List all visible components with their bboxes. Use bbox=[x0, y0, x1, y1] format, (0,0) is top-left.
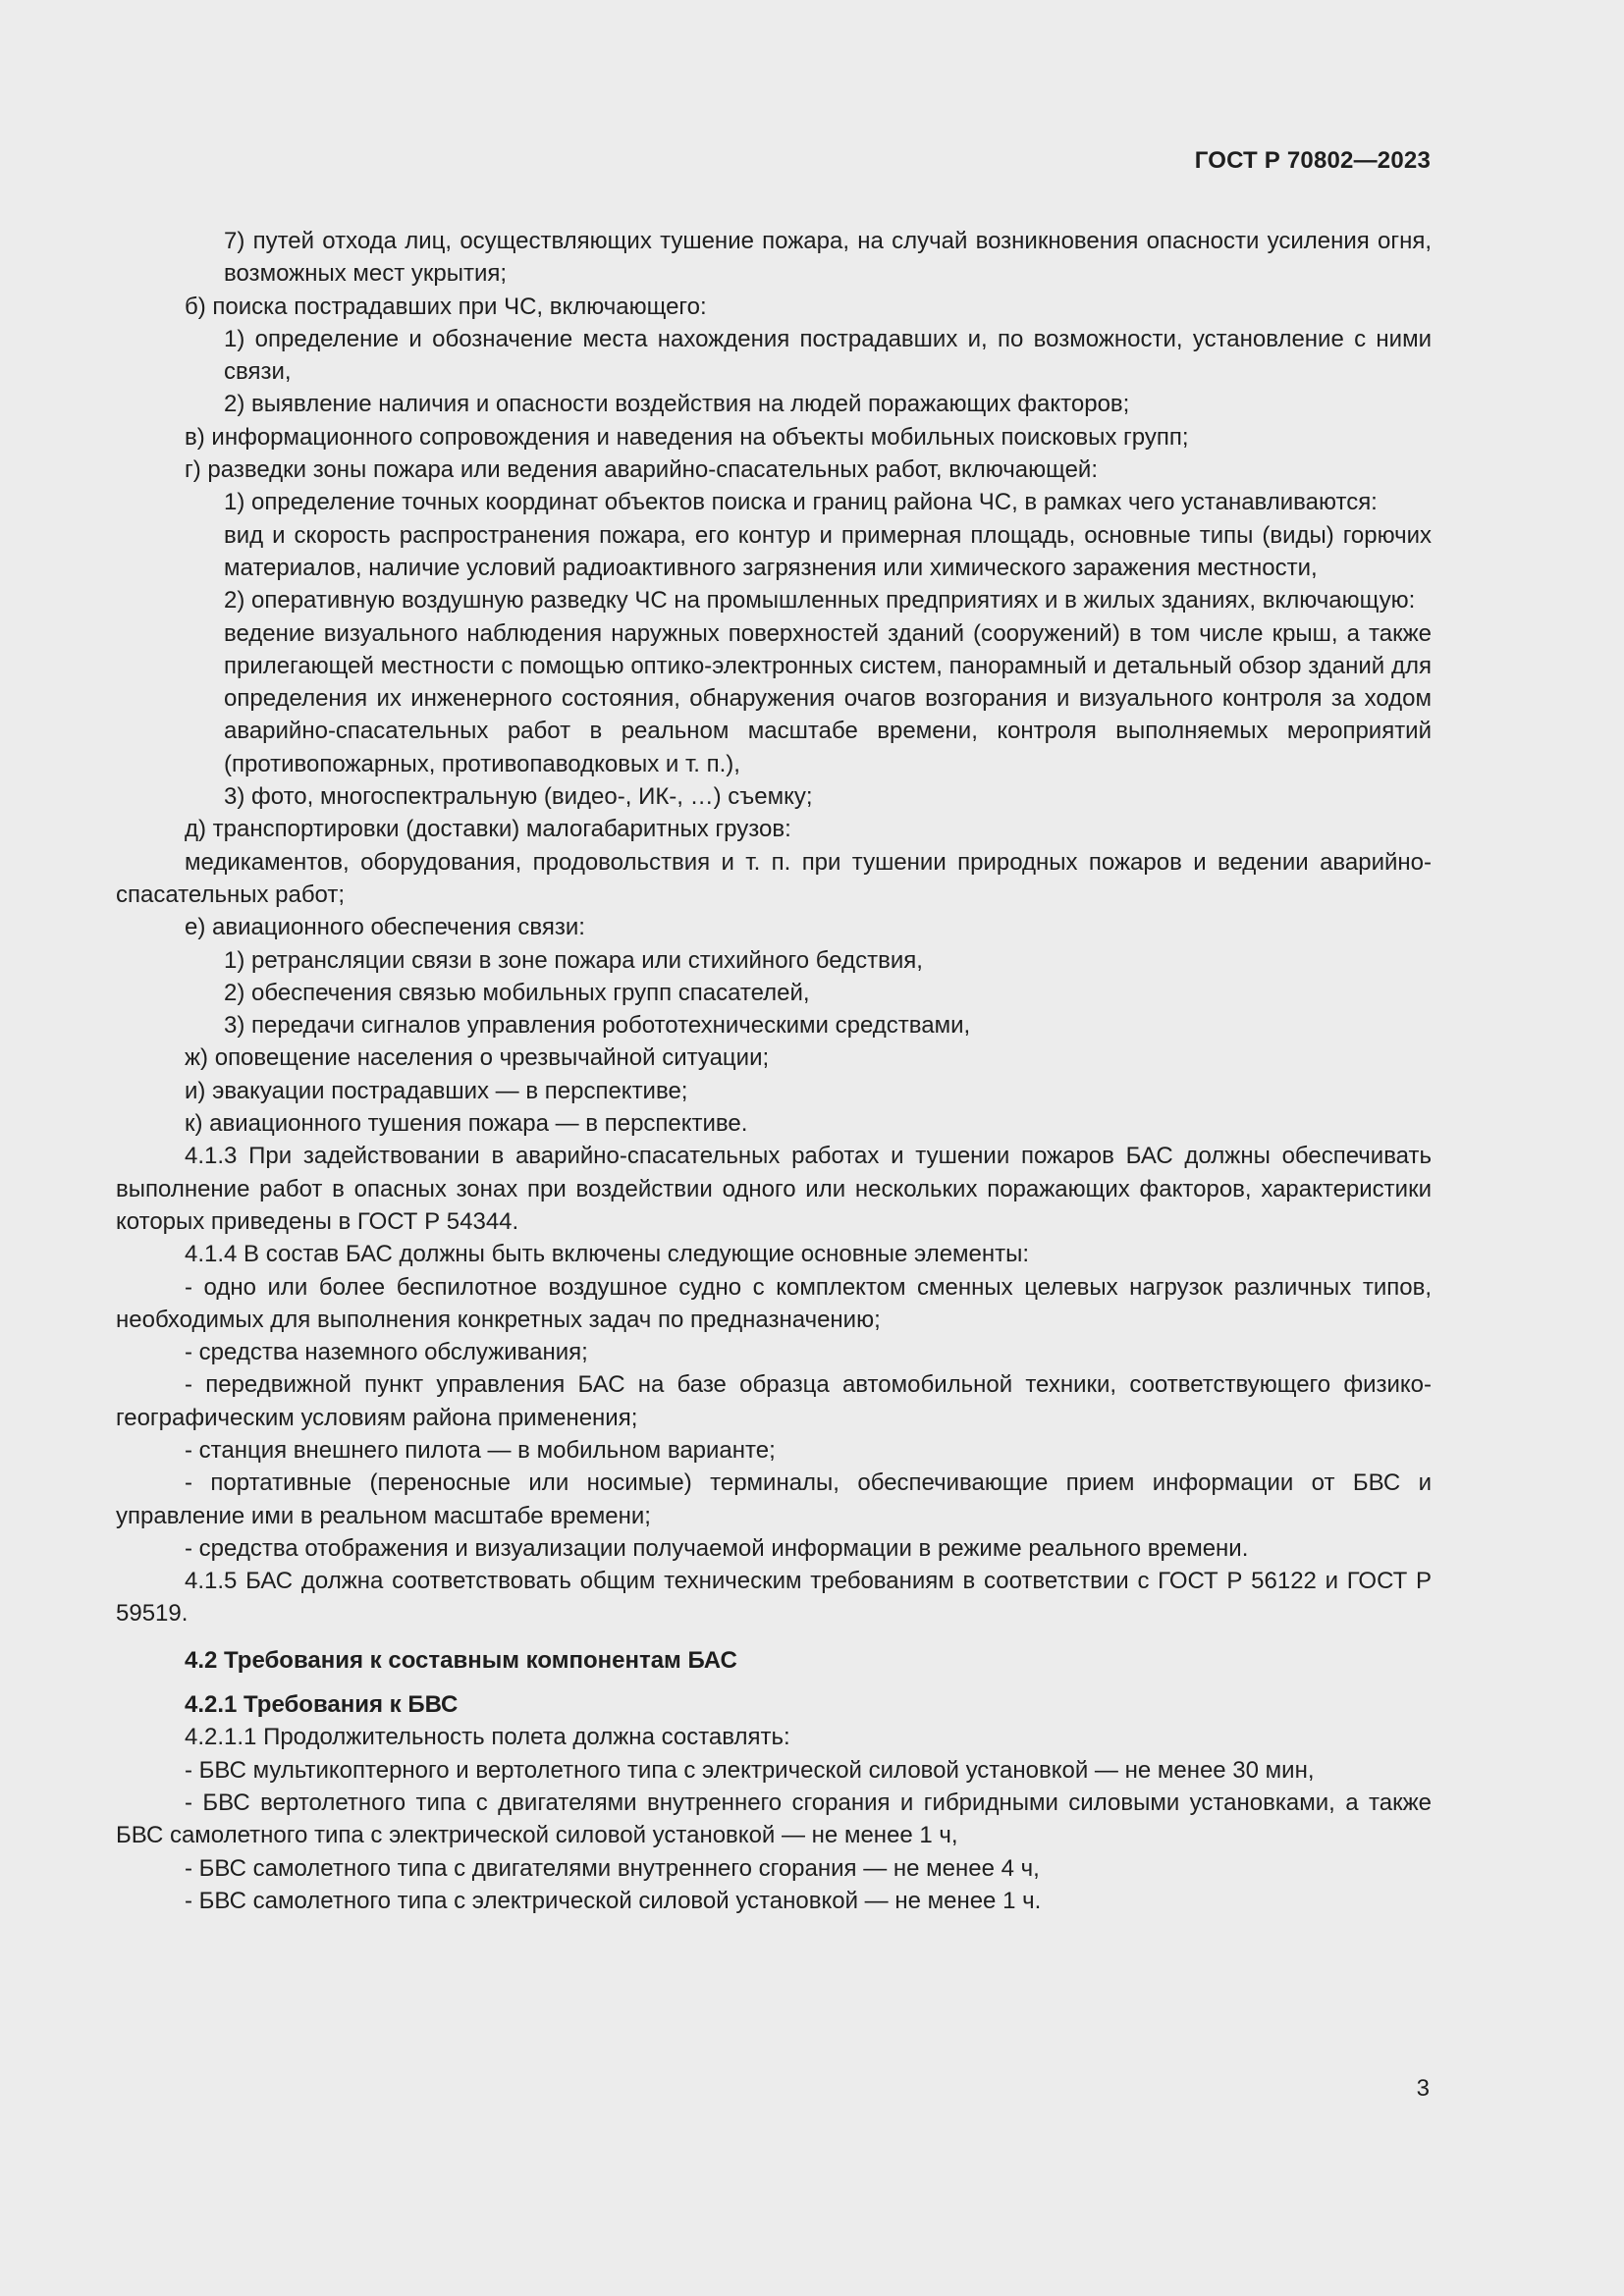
list-item: и) эвакуации пострадавших — в перспективе; bbox=[185, 1077, 688, 1104]
paragraph: 4.1.3 При задействовании в аварийно-спасательных работах и тушении пожаров БАС должны обеспечивать выполнение работ в опасных зонах при воздействии одного или нескольких поражающих факторов, характеристики которых приведены в ГОСТ Р 54344. bbox=[116, 1143, 1432, 1235]
paragraph: 4.2.1.1 Продолжительность полета должна составлять: bbox=[185, 1724, 790, 1751]
list-item: - БВС вертолетного типа с двигателями внутреннего сгорания и гибридными силовыми установками, а также БВС самолетного типа с электрической силовой установкой — не менее 1 ч, bbox=[116, 1789, 1432, 1849]
list-item: 3) передачи сигналов управления робототехническими средствами, bbox=[224, 1012, 971, 1040]
list-item: - передвижной пункт управления БАС на базе образца автомобильной техники, соответствующего физико-географическим условиям района применения; bbox=[116, 1371, 1432, 1431]
list-item: б) поиска пострадавших при ЧС, включающего: bbox=[185, 293, 707, 320]
section-heading: 4.2 Требования к составным компонентам БАС bbox=[185, 1646, 737, 1674]
list-item: в) информационного сопровождения и наведения на объекты мобильных поисковых групп; bbox=[185, 423, 1189, 451]
list-item: 1) ретрансляции связи в зоне пожара или стихийного бедствия, bbox=[224, 946, 923, 974]
list-item: 7) путей отхода лиц, осуществляющих тушение пожара, на случай возникновения опасности усиления огня, возможных мест укрытия; bbox=[224, 228, 1432, 288]
list-item: - БВС мультикоптерного и вертолетного типа с электрической силовой установкой — не менее 30 мин, bbox=[185, 1756, 1315, 1784]
document-body bbox=[116, 225, 1432, 1917]
list-item: - БВС самолетного типа с двигателями внутреннего сгорания — не менее 4 ч, bbox=[185, 1854, 1040, 1882]
list-item: - средства отображения и визуализации получаемой информации в режиме реального времени. bbox=[185, 1534, 1249, 1562]
list-item: - станция внешнего пилота — в мобильном варианте; bbox=[185, 1436, 776, 1464]
list-item: 1) определение и обозначение места нахождения пострадавших и, по возможности, установление с ними связи, bbox=[224, 325, 1432, 386]
list-item: 1) определение точных координат объектов поиска и границ района ЧС, в рамках чего устанавливаются: bbox=[224, 489, 1378, 516]
subsection-heading: 4.2.1 Требования к БВС bbox=[185, 1691, 459, 1719]
list-item: 2) выявление наличия и опасности воздействия на людей поражающих факторов; bbox=[224, 391, 1130, 418]
paragraph: ведение визуального наблюдения наружных поверхностей зданий (сооружений) в том числе крыш, а также прилегающей местности с помощью оптико-электронных систем, панорамный и детальный обзор зданий для определения их инженерного состояния, обнаружения очагов возгорания и визуального контроля за ходом аварийно-спасательных работ в реальном масштабе времени, контроля выполняемых мероприятий (противопожарных, противопаводковых и т. п.), bbox=[224, 619, 1432, 777]
list-item: е) авиационного обеспечения связи: bbox=[185, 914, 585, 941]
list-item: - одно или более беспилотное воздушное судно с комплектом сменных целевых нагрузок различных типов, необходимых для выполнения конкретных задач по предназначению; bbox=[116, 1273, 1432, 1333]
list-item: - БВС самолетного типа с электрической силовой установкой — не менее 1 ч. bbox=[185, 1887, 1042, 1914]
list-item: г) разведки зоны пожара или ведения аварийно-спасательных работ, включающей: bbox=[185, 456, 1098, 484]
page-number: 3 bbox=[1416, 2075, 1430, 2102]
paragraph: вид и скорость распространения пожара, его контур и примерная площадь, основные типы (виды) горючих материалов, наличие условий радиоактивного загрязнения или химического заражения местности, bbox=[224, 521, 1432, 581]
paragraph: 4.1.5 БАС должна соответствовать общим техническим требованиям в соответствии с ГОСТ Р 56122 и ГОСТ Р 59519. bbox=[116, 1568, 1432, 1628]
list-item: - средства наземного обслуживания; bbox=[185, 1339, 588, 1366]
paragraph: медикаментов, оборудования, продовольствия и т. п. при тушении природных пожаров и ведении аварийно-спасательных работ; bbox=[116, 848, 1432, 908]
list-item: к) авиационного тушения пожара — в перспективе. bbox=[185, 1110, 748, 1138]
document-header: ГОСТ Р 70802—2023 bbox=[1194, 147, 1431, 174]
list-item: 2) обеспечения связью мобильных групп спасателей, bbox=[224, 979, 810, 1006]
list-item: д) транспортировки (доставки) малогабаритных грузов: bbox=[185, 816, 791, 843]
list-item: ж) оповещение населения о чрезвычайной ситуации; bbox=[185, 1044, 770, 1072]
list-item: 2) оперативную воздушную разведку ЧС на промышленных предприятиях и в жилых зданиях, включающую: bbox=[224, 587, 1416, 614]
list-item: - портативные (переносные или носимые) терминалы, обеспечивающие прием информации от БВС и управление ими в реальном масштабе времени; bbox=[116, 1469, 1432, 1529]
paragraph: 4.1.4 В состав БАС должны быть включены следующие основные элементы: bbox=[185, 1241, 1030, 1268]
list-item: 3) фото, многоспектральную (видео-, ИК-, …) съемку; bbox=[224, 783, 813, 811]
